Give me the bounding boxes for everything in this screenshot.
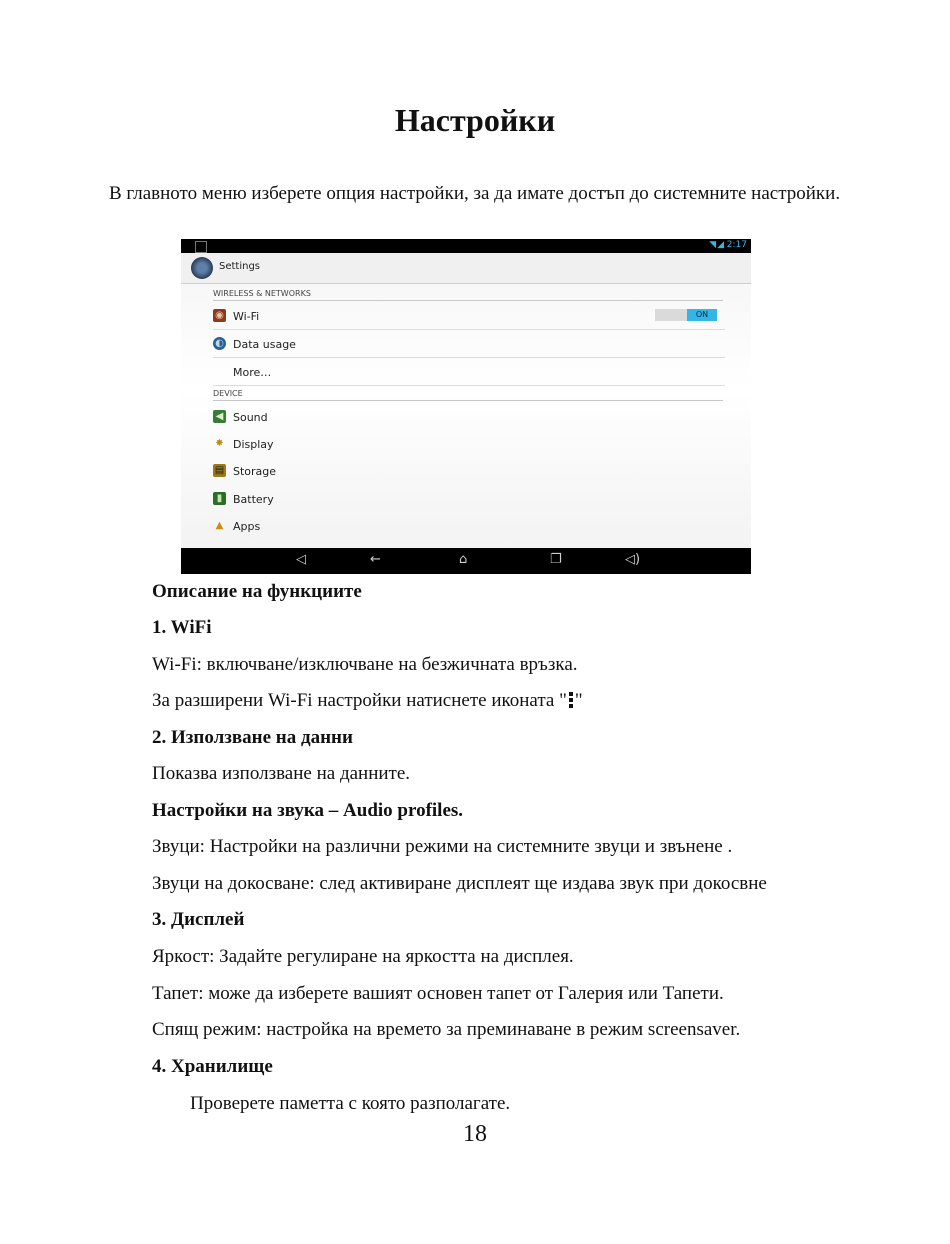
settings-item-data-usage[interactable] <box>213 330 725 358</box>
settings-app-icon <box>191 257 213 279</box>
item-label: Wi-Fi <box>233 310 260 323</box>
section-heading-audio: Настройки на звука – Audio profiles. <box>152 800 464 821</box>
wifi-icon: ◉ <box>213 309 226 322</box>
section-device: DEVICE <box>213 389 723 401</box>
sounds-description: Звуци: Настройки на различни режими на системните звуци и звънене . <box>152 836 733 857</box>
volume-down-icon[interactable]: ◁ <box>296 552 306 567</box>
battery-icon: ▮ <box>213 492 226 505</box>
menu-icon <box>568 691 574 709</box>
status-time: 2:17 <box>726 240 747 250</box>
status-bar <box>181 239 751 253</box>
display-icon: ✸ <box>215 438 224 449</box>
action-bar <box>181 253 751 284</box>
item-label: More… <box>233 366 272 379</box>
brightness-description: Яркост: Задайте регулиране на яркостта на дисплея. <box>152 946 574 967</box>
page-number: 18 <box>463 1121 487 1147</box>
section-heading-data-usage: 2. Използване на данни <box>152 727 353 748</box>
item-label: Sound <box>233 411 268 424</box>
page-title: Настройки <box>394 102 556 138</box>
recent-apps-icon[interactable]: ❐ <box>550 552 562 567</box>
volume-up-icon[interactable]: ◁) <box>625 552 641 567</box>
item-label: Apps <box>233 520 261 533</box>
data-usage-description: Показва използване на данните. <box>152 763 411 784</box>
wifi-toggle-on: ON <box>687 309 717 321</box>
settings-item-more[interactable] <box>213 358 725 386</box>
section-heading-wifi: 1. WiFi <box>152 617 212 638</box>
sound-icon: ◀ <box>213 410 226 423</box>
apps-icon: ▲ <box>215 520 224 531</box>
item-label: Battery <box>233 493 274 506</box>
wifi-signal-icon: ◥◢ <box>709 240 725 250</box>
section-heading-display: 3. Дисплей <box>152 909 245 930</box>
wallpaper-description: Тапет: може да изберете вашият основен тапет от Галерия или Тапети. <box>152 983 724 1004</box>
sleep-description: Спящ режим: настройка на времето за преминаване в режим screensaver. <box>152 1019 741 1040</box>
settings-item-apps[interactable] <box>213 512 725 539</box>
wifi-toggle[interactable] <box>655 309 717 321</box>
section-wireless: WIRELESS & NETWORKS <box>213 289 723 301</box>
item-label: Display <box>233 438 274 451</box>
data-usage-icon: ◐ <box>213 337 226 350</box>
storage-description: Проверете паметта с която разполагате. <box>190 1093 511 1114</box>
notification-icon <box>195 241 207 253</box>
settings-item-display[interactable] <box>213 430 725 457</box>
settings-screenshot <box>181 239 751 574</box>
item-label: Storage <box>233 465 277 478</box>
settings-item-wifi[interactable] <box>213 302 725 330</box>
settings-item-battery[interactable] <box>213 485 725 512</box>
navigation-bar <box>181 548 751 574</box>
screen-title: Settings <box>219 261 261 272</box>
wifi-advanced-note: За разширени Wi-Fi настройки натиснете иконата " " <box>152 690 583 711</box>
wifi-description: Wi-Fi: включване/изключване на безжичната връзка. <box>152 654 578 675</box>
settings-item-sound[interactable] <box>213 403 725 430</box>
features-heading: Описание на функциите <box>152 581 362 602</box>
settings-item-storage[interactable] <box>213 457 725 484</box>
intro-paragraph: В главното меню изберете опция настройки, за да имате достъп до системните настройки. <box>109 183 841 204</box>
back-icon[interactable]: ← <box>370 552 381 567</box>
storage-icon: ▤ <box>214 465 225 476</box>
home-icon[interactable]: ⌂ <box>459 552 468 567</box>
item-label: Data usage <box>233 338 296 351</box>
section-heading-storage: 4. Хранилище <box>152 1056 273 1077</box>
touch-sounds-description: Звуци на докосване: след активиране дисплеят ще издава звук при докосвне <box>152 873 767 894</box>
